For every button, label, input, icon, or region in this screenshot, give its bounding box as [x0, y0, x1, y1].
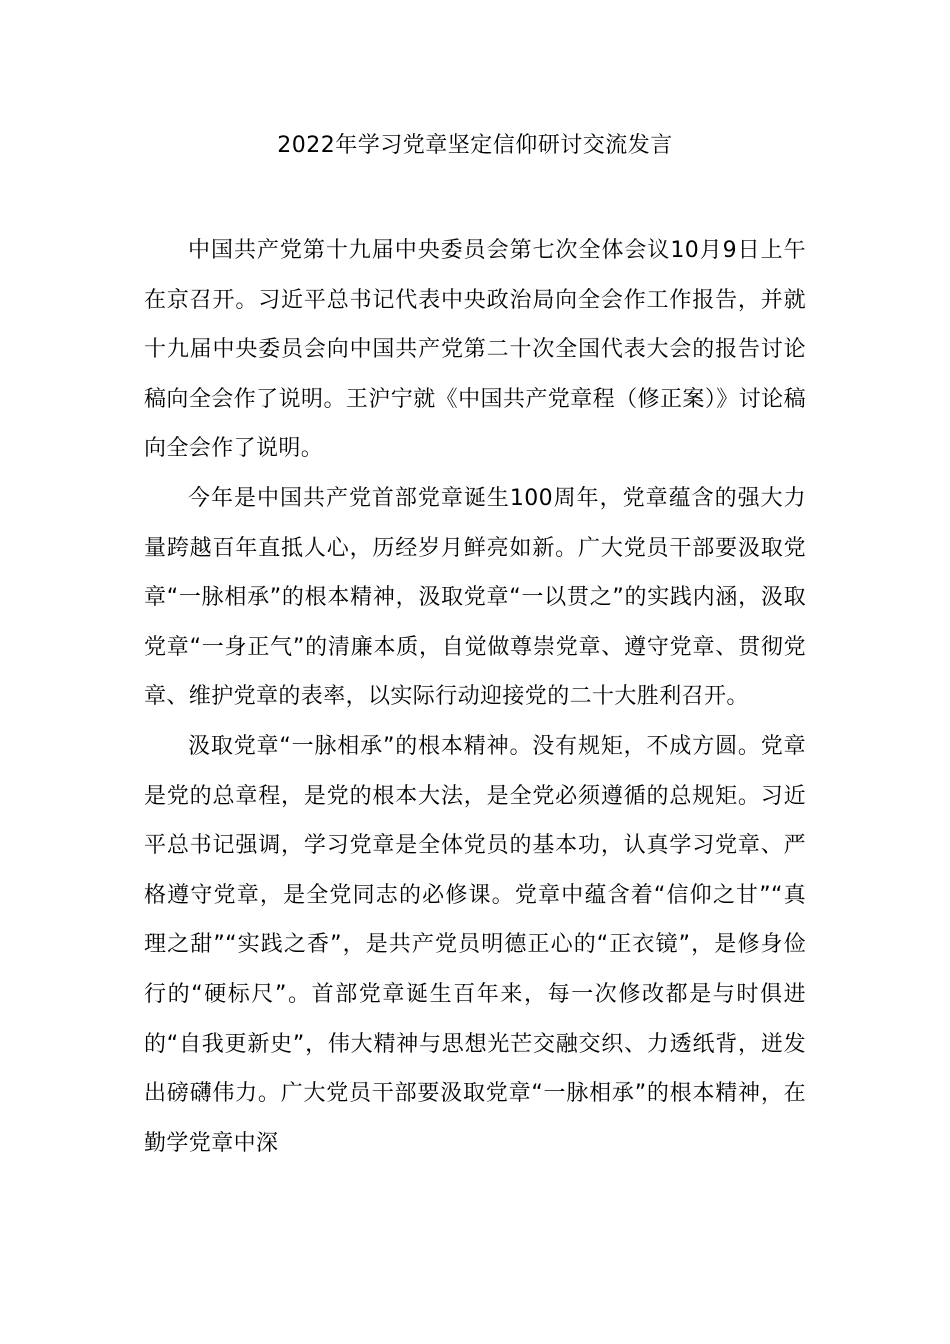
document-title: 2022年学习党章坚定信仰研讨交流发言 [277, 133, 673, 158]
paragraph-plenum-intro: 中国共产党第十九届中央委员会第七次全体会议10月9日上午在京召开。习近平总书记代表中央政治局向全会作工作报告，并就十九届中央委员会向中国共产党第二十次全国代表大会的报告讨论稿向全会作了说明。王沪宁就《中国共产党章程（修正案）》讨论稿向全会作了说明。 [144, 238, 806, 462]
paragraph-fundamental-spirit: 汲取党章“一脉相承”的根本精神。没有规矩，不成方圆。党章是党的总章程，是党的根本大法，是全党必须遵循的总规矩。习近平总书记强调，学习党章是全体党员的基本功，认真学习党章、严格遵守党章，是全党同志的必修课。党章中蕴含着“信仰之甘”“真理之甜”“实践之香”，是共产党员明德正心的“正衣镜”，是修身俭行的“硬标尺”。首部党章诞生百年来，每一次修改都是与时俱进的“自我更新史”，伟大精神与思想光芒交融交织、力透纸背，迸发出磅礴伟力。广大党员干部要汲取党章“一脉相承”的根本精神，在勤学党章中深 [144, 733, 806, 1156]
document-body [144, 226, 806, 1168]
paragraph-centenary: 今年是中国共产党首部党章诞生100周年，党章蕴含的强大力量跨越百年直抵人心，历经岁月鲜亮如新。广大党员干部要汲取党章“一脉相承”的根本精神，汲取党章“一以贯之”的实践内涵，汲取党章“一身正气”的清廉本质，自觉做尊崇党章、遵守党章、贯彻党章、维护党章的表率，以实际行动迎接党的二十大胜利召开。 [144, 485, 806, 710]
